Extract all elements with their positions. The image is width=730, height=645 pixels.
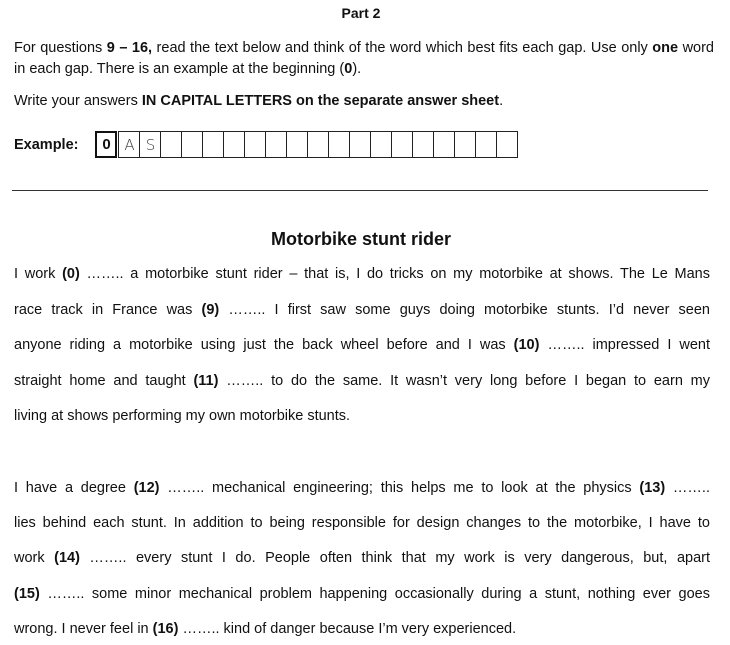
answer-letter-box <box>181 131 203 158</box>
answer-letter-box <box>307 131 329 158</box>
text-line <box>14 515 710 531</box>
divider <box>12 190 708 191</box>
answer-letter-box <box>265 131 287 158</box>
gap-number: (11) <box>193 373 219 389</box>
part-title: Part 2 <box>341 5 381 21</box>
instruction-text: Write your answers <box>14 93 142 109</box>
question-range: 9 – 16, <box>106 40 153 56</box>
gap-number: (16) <box>152 621 179 637</box>
example-number-ref: 0 <box>344 61 353 77</box>
answer-letter-box <box>286 131 308 158</box>
answer-letter-box: A <box>118 131 140 158</box>
text-line <box>14 408 710 424</box>
text-line <box>14 337 710 353</box>
answer-letter-box <box>433 131 455 158</box>
answer-letter-box <box>412 131 434 158</box>
instructions-line1 <box>14 38 714 80</box>
passage-text: …….. <box>665 480 710 496</box>
text-line <box>14 480 710 496</box>
text-line <box>14 550 710 566</box>
example-label: Example: <box>14 136 79 153</box>
passage-text: I have a degree <box>14 480 134 496</box>
passage-text: …….. mechanical engineering; this helps me to look at the physics <box>159 480 640 496</box>
passage-text: straight home and taught <box>14 373 194 389</box>
passage-text: anyone riding a motorbike using just the back wheel before and I was <box>14 337 514 353</box>
passage-text: …….. kind of danger because I’m very experienced. <box>178 621 517 637</box>
text-line <box>14 373 710 389</box>
text-line <box>14 621 710 637</box>
instruction-text: ). <box>352 61 362 77</box>
gap-number: (0) <box>62 266 80 282</box>
text-heading: Motorbike stunt rider <box>270 229 451 249</box>
answer-letter-box <box>349 131 371 158</box>
answer-letter-box <box>475 131 497 158</box>
passage-text: …….. some minor mechanical problem happening occasionally during a stunt, nothing ever goes <box>39 586 710 602</box>
gap-number: (9) <box>201 302 220 318</box>
instruction-text: read the text below and think of the word which best fits each gap. Use only <box>152 40 653 56</box>
example-row <box>14 131 518 158</box>
gap-number: (12) <box>133 480 160 496</box>
gap-number: (10) <box>513 337 540 353</box>
passage-text: …….. to do the same. It wasn’t very long before I began to earn my <box>218 373 710 389</box>
gap-number: (15) <box>14 586 40 602</box>
gap-number: (14) <box>54 550 80 566</box>
answer-letter-box <box>244 131 266 158</box>
passage-text: …….. I first saw some guys doing motorbike stunts. I’d never seen <box>219 302 710 318</box>
answer-letter-box <box>160 131 182 158</box>
instruction-text: . <box>499 93 504 109</box>
passage-text: work <box>14 550 55 566</box>
passage-text: wrong. I never feel in <box>14 621 153 637</box>
passage-text: race track in France was <box>14 302 202 318</box>
answer-letter-box: S <box>139 131 161 158</box>
example-number-box: 0 <box>95 131 117 158</box>
passage-text: living at shows performing my own motorbike stunts. <box>14 408 351 424</box>
instruction-emphasis: IN CAPITAL LETTERS on the separate answer sheet <box>141 93 500 109</box>
passage-text: …….. every stunt I do. People often think that my work is very dangerous, but, apart <box>79 550 710 566</box>
answer-letter-box <box>202 131 224 158</box>
text-line <box>14 586 710 602</box>
passage-text: …….. impressed I went <box>539 337 711 353</box>
answer-letter-box <box>496 131 518 158</box>
answer-letter-box <box>391 131 413 158</box>
text-line <box>14 266 710 282</box>
answer-letter-box <box>328 131 350 158</box>
passage-text: I work <box>14 266 63 282</box>
passage-text: lies behind each stunt. In addition to being responsible for design changes to the motorbike, I have to <box>14 515 710 531</box>
instruction-emphasis: one <box>652 40 679 56</box>
passage-text: …….. a motorbike stunt rider – that is, I do tricks on my motorbike at shows. The Le Mans <box>79 266 710 282</box>
example-answer-boxes <box>95 131 518 158</box>
instructions-line2 <box>14 91 714 112</box>
answer-letter-box <box>370 131 392 158</box>
instruction-text: word in each gap. There is an example at the beginning ( <box>14 40 714 77</box>
answer-letter-box <box>223 131 245 158</box>
gap-number: (13) <box>639 480 666 496</box>
answer-letter-box <box>454 131 476 158</box>
text-line <box>14 302 710 318</box>
instruction-text: For questions <box>14 40 107 56</box>
